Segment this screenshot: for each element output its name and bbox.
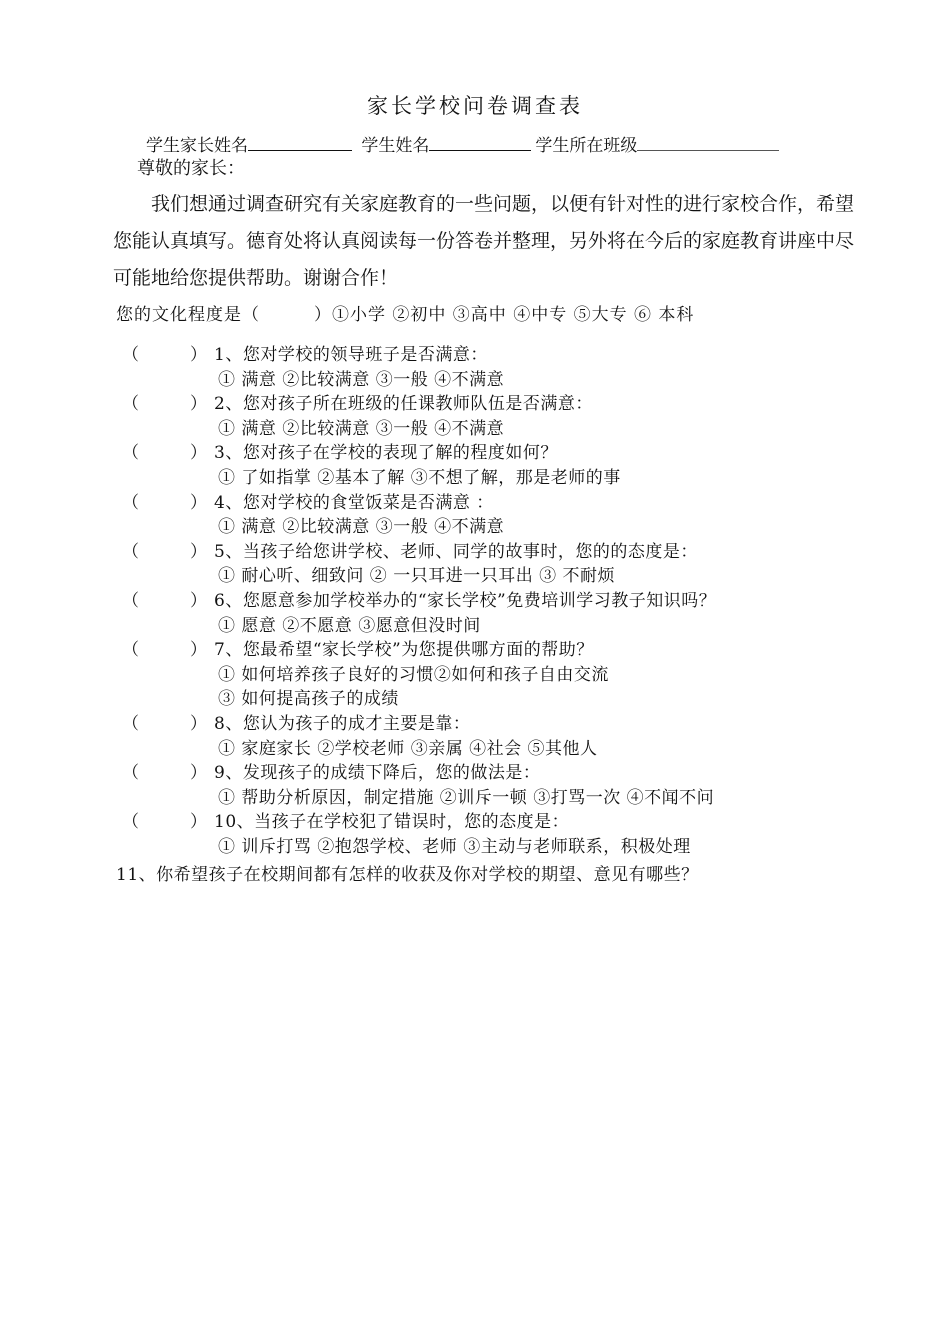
answer-paren-open[interactable]: （ (122, 492, 139, 513)
answer-paren-open[interactable]: （ (122, 394, 139, 415)
question-text: 7、您最希望“家长学校”为您提供哪方面的帮助？ (214, 640, 594, 661)
question-text: 2、您对孩子所在班级的任课教师队伍是否满意： (214, 394, 593, 415)
question-text: 9、发现孩子的成绩下降后，您的做法是： (214, 763, 541, 784)
student-name-label: 学生姓名 (361, 136, 430, 156)
answer-paren-close[interactable]: ） (190, 394, 207, 415)
answer-paren-open[interactable]: （ (122, 714, 139, 734)
student-name-blank[interactable] (429, 132, 531, 151)
question-text: 4、您对学校的食堂饭菜是否满意 ： (214, 492, 494, 513)
parent-name-blank[interactable] (248, 132, 352, 151)
answer-paren-close[interactable]: ） (190, 591, 207, 611)
education-question: 您的文化程度是（ ）①小学 ②初中 ③高中 ④中专 ⑤大专 ⑥ 本科 (116, 305, 695, 325)
question-options: ① 愿意 ②不愿意 ③愿意但没时间 (218, 615, 481, 636)
question-11: 11、你希望孩子在校期间都有怎样的收获及你对学校的期望、意见有哪些？ (116, 865, 699, 885)
answer-paren-open[interactable]: （ (122, 345, 139, 365)
question-text: 10、当孩子在学校犯了错误时，您的态度是： (214, 812, 570, 833)
question-text: 1、您对学校的领导班子是否满意： (214, 345, 488, 365)
question-text: 6、您愿意参加学校举办的“家长学校”免费培训学习教子知识吗？ (214, 591, 717, 611)
intro-paragraph: 我们想通过调查研究有关家庭教育的一些问题，以便有针对性的进行家校合作，希望您能认真填写。德育处将认真阅读每一份答卷并整理，另外将在今后的家庭教育讲座中尽可能地给您提供帮助。谢谢合作！ (113, 193, 855, 289)
question-text: 5、当孩子给您讲学校、老师、同学的故事时，您的的态度是： (214, 541, 698, 562)
question-options: ① 满意 ②比较满意 ③一般 ④不满意 (218, 369, 505, 390)
student-info-line (146, 131, 783, 156)
answer-paren-open[interactable]: （ (122, 812, 139, 833)
answer-paren-close[interactable]: ） (190, 443, 207, 464)
question-options: ① 帮助分析原因，制定措施 ②训斥一顿 ③打骂一次 ④不闻不问 (218, 787, 715, 808)
question-options: ① 了如指掌 ②基本了解 ③不想了解，那是老师的事 (218, 468, 621, 488)
answer-paren-close[interactable]: ） (190, 812, 207, 833)
class-label: 学生所在班级 (535, 136, 638, 156)
question-options: ① 训斥打骂 ②抱怨学校、老师 ③主动与老师联系，积极处理 (218, 837, 691, 857)
answer-paren-open[interactable]: （ (122, 763, 139, 784)
answer-paren-close[interactable]: ） (190, 763, 207, 784)
answer-paren-open[interactable]: （ (122, 541, 139, 562)
answer-paren-close[interactable]: ） (190, 345, 207, 365)
question-text: 3、您对孩子在学校的表现了解的程度如何？ (214, 443, 558, 464)
parent-name-label: 学生家长姓名 (146, 136, 248, 156)
question-options: ① 满意 ②比较满意 ③一般 ④不满意 (218, 517, 505, 538)
question-options: ① 如何培养孩子良好的习惯②如何和孩子自由交流 (218, 664, 609, 685)
question-options: ① 耐心听、细致问 ② 一只耳进一只耳出 ③ 不耐烦 (218, 566, 616, 587)
question-options: ③ 如何提高孩子的成绩 (218, 689, 399, 710)
answer-paren-close[interactable]: ） (190, 640, 207, 661)
question-text: 8、您认为孩子的成才主要是靠： (214, 714, 471, 734)
question-options: ① 家庭家长 ②学校老师 ③亲属 ④社会 ⑤其他人 (218, 738, 598, 759)
answer-paren-close[interactable]: ） (190, 541, 207, 562)
greeting: 尊敬的家长： (137, 158, 245, 179)
answer-paren-close[interactable]: ） (190, 714, 207, 734)
answer-paren-open[interactable]: （ (122, 640, 139, 661)
answer-paren-open[interactable]: （ (122, 591, 139, 611)
page-title: 家长学校问卷调查表 (367, 94, 583, 118)
answer-paren-close[interactable]: ） (190, 492, 207, 513)
answer-paren-open[interactable]: （ (122, 443, 139, 464)
question-options: ① 满意 ②比较满意 ③一般 ④不满意 (218, 418, 505, 439)
class-blank[interactable] (637, 132, 779, 151)
